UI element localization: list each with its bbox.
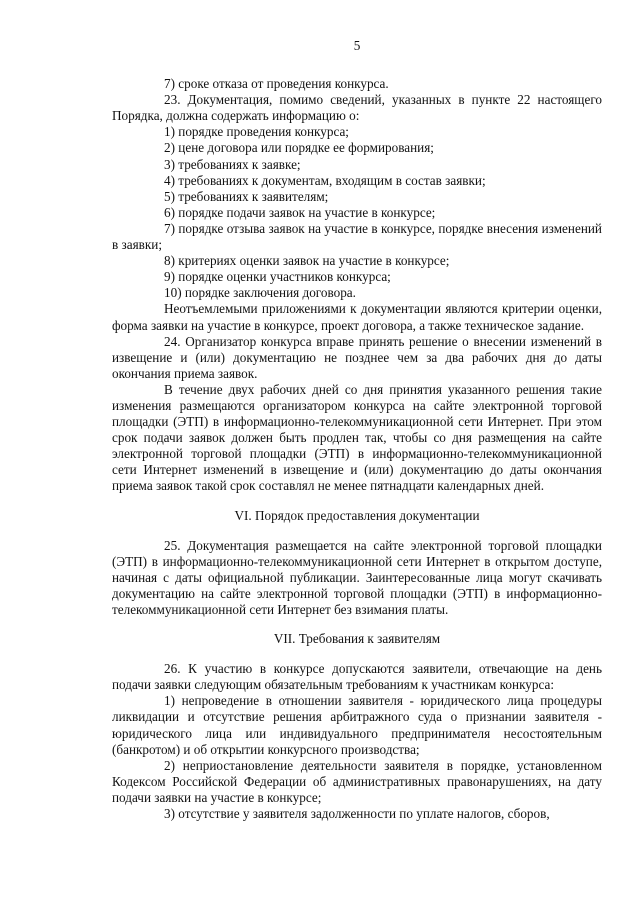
list-item: 6) порядке подачи заявок на участие в конкурсе; [164,204,436,220]
paragraph-26: 26. К участию в конкурсе допускаются заявители, отвечающие на день подачи заявки следующим обязательным требованиям к участникам конкурса: [112,661,602,693]
requirement-1: 1) непроведение в отношении заявителя - юридического лица процедуры ликвидации и отсутствие решения арбитражного суда о признании заявителя - юридического лица или индивидуального предпринимателя несостоятельным (банкротом) и об открытии конкурсного производства; [112,693,602,757]
list-item: 10) порядке заключения договора. [164,285,356,301]
list-item: 7) сроке отказа от проведения конкурса. [164,76,389,92]
list-item: 2) цене договора или порядке ее формирования; [164,140,434,156]
list-item: 4) требованиях к документам, входящим в состав заявки; [164,172,486,188]
list-item: 1) порядке проведения конкурса; [164,124,349,140]
list-item: 3) требованиях к заявке; [164,156,301,172]
page-number: 5 [353,38,361,53]
requirement-3: 3) отсутствие у заявителя задолженности по уплате налогов, сборов, [164,806,550,822]
paragraph-24-continued: В течение двух рабочих дней со дня принятия указанного решения такие изменения размещаются организатором конкурса на сайте электронной торговой площадки (ЭТП) в информационно-телекоммуникационной сети Интернет. При этом срок подачи заявок должен быть продлен так, чтобы со дня размещения на сайте электронной торговой площадки (ЭТП) в информационно-телекоммуникационной сети Интернет изменений в извещение и (или) документацию до даты окончания приема заявок такой срок составлял не менее пятнадцати календарных дней. [112,381,602,494]
requirement-2: 2) неприостановление деятельности заявителя в порядке, установленном Кодексом Российской Федерации об административных правонарушениях, на дату подачи заявки на участие в конкурсе; [112,757,602,805]
section-title-vi: VI. Порядок предоставления документации [234,507,480,523]
paragraph-25: 25. Документация размещается на сайте электронной торговой площадки (ЭТП) в информационно-телекоммуникационной сети Интернет в открытом доступе, начиная с даты официальной публикации. Заинтересованные лица могут скачивать документацию на сайте электронной торговой площадки (ЭТП) в информационно-телекоммуникационной сети Интернет без взимания платы. [112,537,602,617]
annex-paragraph: Неотъемлемыми приложениями к документации являются критерии оценки, форма заявки на участие в конкурсе, проект договора, а также техническое задание. [112,301,602,333]
list-item: 9) порядке оценки участников конкурса; [164,269,391,285]
list-item: 5) требованиях к заявителям; [164,188,329,204]
paragraph-24: 24. Организатор конкурса вправе принять решение о внесении изменений в извещение и (или) документацию не позднее чем за два рабочих дня до даты окончания приема заявок. [112,333,602,381]
section-title-vii: VII. Требования к заявителям [273,631,441,647]
list-item: 7) порядке отзыва заявок на участие в конкурсе, порядке внесения изменений в заявки; [112,220,602,253]
paragraph-23: 23. Документация, помимо сведений, указанных в пункте 22 настоящего Порядка, должна содержать информацию о: [112,92,602,124]
list-item: 8) критериях оценки заявок на участие в конкурсе; [164,253,450,269]
